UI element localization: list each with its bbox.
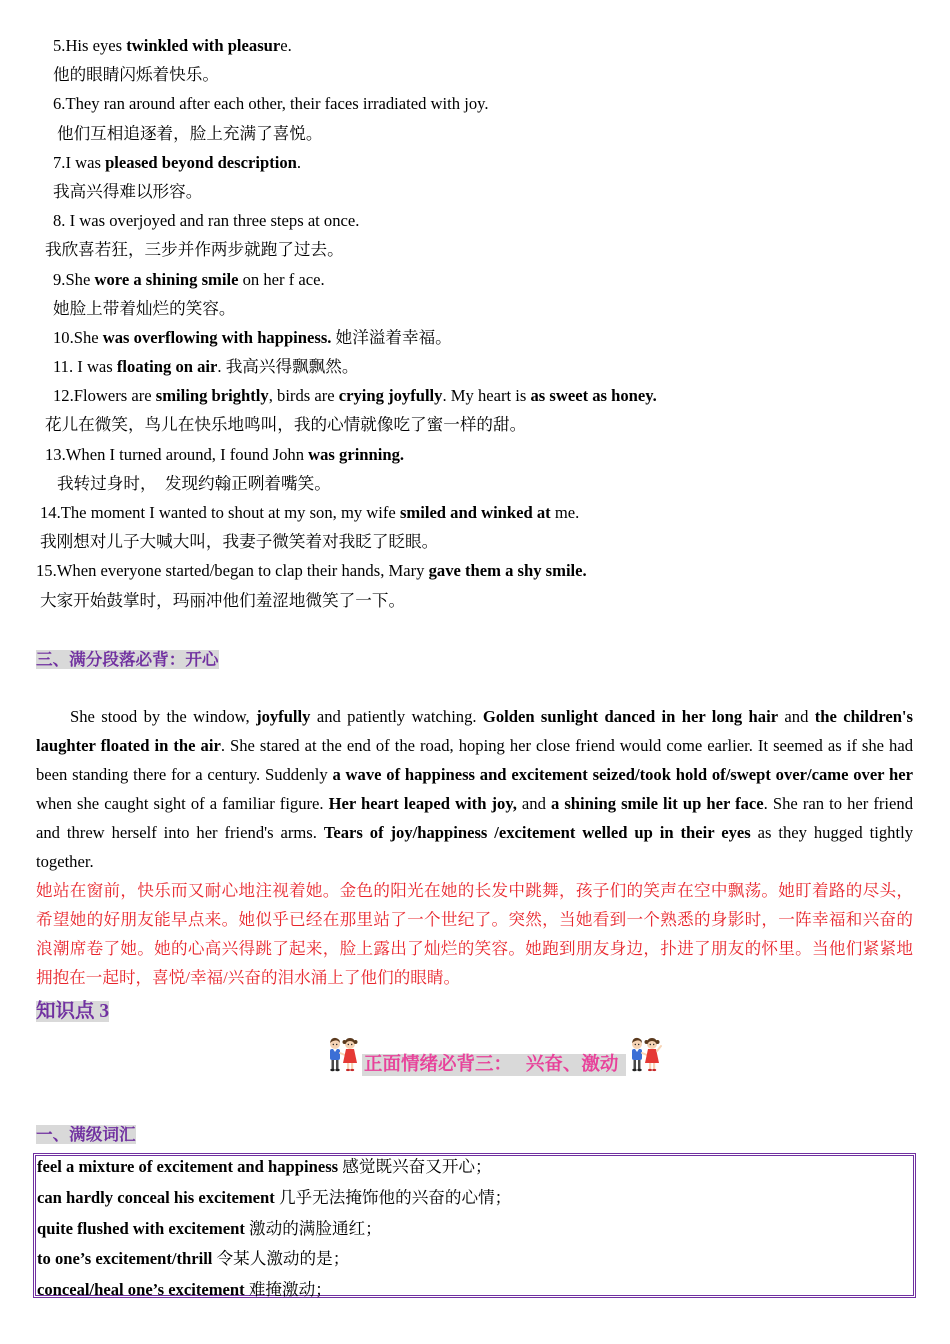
key-phrase: twinkled with pleasur xyxy=(126,36,281,55)
key-phrase: gave them a shy smile. xyxy=(428,561,587,581)
example-sentence xyxy=(0,31,930,60)
sentence-text: e. xyxy=(280,36,292,55)
vocab-phrase: conceal/heal one’s excitement xyxy=(37,1280,245,1299)
vocab-phrase: quite flushed with excitement xyxy=(37,1218,245,1238)
example-sentences xyxy=(0,31,930,615)
example-translation xyxy=(0,119,930,148)
section-heading xyxy=(36,650,219,670)
vocab-item xyxy=(37,1152,913,1183)
translation-line: 希望她的好朋友能早点来。她似乎已经在那里站了一个世纪了。突然，当她看到一个熟悉的身影时，一阵幸福和兴奋的 xyxy=(36,910,913,929)
example-translation xyxy=(0,177,930,206)
translation-text: 她洋溢着幸福。 xyxy=(331,327,452,347)
example-translation xyxy=(0,469,930,498)
example-sentence xyxy=(0,89,930,118)
key-phrase: a shining smile lit up her face xyxy=(550,794,764,813)
knowledge-point-label xyxy=(36,999,109,1025)
vocab-meaning: 激动的满脸通红； xyxy=(249,1218,382,1238)
sentence-text: 12.Flowers are xyxy=(53,386,156,406)
key-phrase: was grinning. xyxy=(308,444,405,464)
kids-icon xyxy=(326,1036,360,1072)
vocab-item xyxy=(37,1183,913,1214)
sentence-text: 15.When everyone started/began to clap their hands, Mary xyxy=(36,561,429,581)
key-phrase: joyfully xyxy=(256,707,311,726)
sentence-text: on her f ace. xyxy=(238,269,325,289)
sentence-text: 14.The moment I wanted to shout at my son, my wife xyxy=(40,503,400,522)
example-translation xyxy=(0,60,930,89)
sentence-text: 7.I was xyxy=(53,152,106,172)
vocab-box xyxy=(33,1153,916,1298)
key-phrase: pleased beyond description xyxy=(105,152,297,172)
sentence-text: 10.She xyxy=(53,327,103,347)
key-phrase: as sweet as honey. xyxy=(530,386,657,406)
example-sentence xyxy=(0,556,930,585)
sentence-text: 8. I was overjoyed and ran three steps at once. xyxy=(53,211,360,231)
paragraph-text: and xyxy=(516,794,551,813)
translation-line: 拥抱在一起时，喜悦/幸福/兴奋的泪水涌上了他们的眼睛。 xyxy=(36,968,461,987)
paragraph-text: and xyxy=(778,707,815,726)
knowledge-point-text: 知识点 3 xyxy=(36,1001,110,1022)
translation-text: 花儿在微笑，鸟儿在快乐地鸣叫，我的心情就像吃了蜜一样的甜。 xyxy=(45,415,527,435)
sentence-text: . xyxy=(296,152,302,172)
example-sentence xyxy=(0,265,930,294)
section-heading-text: 三、满分段落必背：开心 xyxy=(36,650,219,669)
sentence-text: me. xyxy=(550,503,580,522)
vocab-phrase: can hardly conceal his excitement xyxy=(37,1187,275,1207)
example-sentence xyxy=(0,440,930,469)
key-phrase: was overflowing with happiness. xyxy=(102,327,332,347)
translation-text: 我高兴得难以形容。 xyxy=(53,181,203,201)
example-sentence xyxy=(0,352,930,381)
example-sentence xyxy=(0,381,930,410)
example-sentence xyxy=(0,498,930,527)
sentence-text: , birds are xyxy=(268,386,339,406)
translation-line: 她站在窗前，快乐而又耐心地注视着她。金色的阳光在她的长发中跳舞，孩子们的笑声在空中飘荡。她盯着路的尽头， xyxy=(36,881,913,900)
paragraph-text: . She stared at the end of the road, hoping her close friend would come earlier. It seemed as if she had been standing there for a century. Suddenly xyxy=(36,736,913,784)
key-phrase: wore a shining smile xyxy=(94,269,239,289)
kids-icon-graphic xyxy=(326,1036,360,1072)
translation-text: 他的眼睛闪烁着快乐。 xyxy=(53,65,219,85)
vocab-heading xyxy=(36,1125,136,1145)
example-sentence xyxy=(0,148,930,177)
vocab-meaning: 感觉既兴奋又开心； xyxy=(342,1157,492,1176)
sentence-text: 6.They ran around after each other, their faces irradiated with joy. xyxy=(53,94,489,114)
key-phrase: crying joyfully xyxy=(338,386,443,406)
translation-text: 他们互相追逐着，脸上充满了喜悦。 xyxy=(57,123,323,143)
vocab-phrase: feel a mixture of excitement and happiness xyxy=(37,1157,339,1176)
key-phrase: Tears of joy/happiness /excitement welled up in their eyes xyxy=(323,823,751,842)
vocab-meaning: 难掩激动； xyxy=(248,1280,332,1299)
paragraph-text: as they hugged tightly together. xyxy=(36,823,913,871)
translation-text: 我转过身时， 发现约翰正咧着嘴笑。 xyxy=(57,473,331,493)
sentence-text: 11. I was xyxy=(53,357,117,377)
vocab-meaning: 几乎无法掩饰他的兴奋的心情； xyxy=(278,1187,512,1207)
example-translation xyxy=(0,410,930,439)
vocab-meaning: 令某人激动的是； xyxy=(216,1249,350,1269)
paragraph-text: and patiently watching. xyxy=(310,707,483,726)
paragraph-text: when she caught sight of a familiar figure. xyxy=(36,794,329,813)
example-translation xyxy=(0,235,930,264)
kids-icon-graphic xyxy=(628,1036,662,1072)
key-phrase: the children's laughter floated in the air xyxy=(36,707,914,755)
key-phrase: smiling brightly xyxy=(155,386,269,406)
example-sentence xyxy=(0,206,930,235)
example-sentence xyxy=(0,323,930,352)
paragraph-translation xyxy=(36,876,913,992)
vocab-item xyxy=(37,1275,913,1306)
example-translation xyxy=(0,294,930,323)
model-paragraph xyxy=(36,702,913,876)
key-phrase: smiled and winked at xyxy=(399,503,551,522)
paragraph-text: . She ran to her friend and threw herself into her friend's arms. xyxy=(36,794,913,842)
translation-text: 我欣喜若狂，三步并作两步就跑了过去。 xyxy=(45,240,344,260)
translation-text: . 我高兴得飘飘然。 xyxy=(217,357,359,377)
vocab-heading-text: 一、满级词汇 xyxy=(36,1125,136,1144)
translation-text: 大家开始鼓掌时，玛丽冲他们羞涩地微笑了一下。 xyxy=(40,590,406,610)
translation-text: 我刚想对儿子大喊大叫，我妻子微笑着对我眨了眨眼。 xyxy=(40,532,439,552)
vocab-item xyxy=(37,1214,913,1245)
translation-line: 浪潮席卷了她。她的心高兴得跳了起来，脸上露出了灿烂的笑容。她跑到朋友身边，扑进了朋友的怀里。当他们紧紧地 xyxy=(36,939,913,958)
kids-icon xyxy=(628,1036,662,1072)
sentence-text: 5.His eyes xyxy=(53,36,127,55)
sentence-text: 9.She xyxy=(53,269,95,289)
key-phrase: Golden sunlight danced in her long hair xyxy=(482,707,779,726)
vocab-item xyxy=(37,1244,913,1275)
vocab-list xyxy=(36,1152,913,1306)
translation-text: 她脸上带着灿烂的笑容。 xyxy=(53,298,236,318)
key-phrase: floating on air xyxy=(116,357,218,377)
topic-title-row xyxy=(326,1036,662,1076)
example-translation xyxy=(0,586,930,615)
topic-title: 正面情绪必背三： 兴奋、激动 xyxy=(362,1054,626,1076)
sentence-text: 13.When I turned around, I found John xyxy=(45,444,309,464)
key-phrase: Her heart leaped with joy, xyxy=(328,794,517,813)
key-phrase: a wave of happiness and excitement seized/took hold of/swept over/came over her xyxy=(332,765,913,784)
sentence-text: . My heart is xyxy=(442,386,531,406)
vocab-phrase: to one’s excitement/thrill xyxy=(37,1249,213,1269)
paragraph-text: She stood by the window, xyxy=(70,707,257,726)
example-translation xyxy=(0,527,930,556)
